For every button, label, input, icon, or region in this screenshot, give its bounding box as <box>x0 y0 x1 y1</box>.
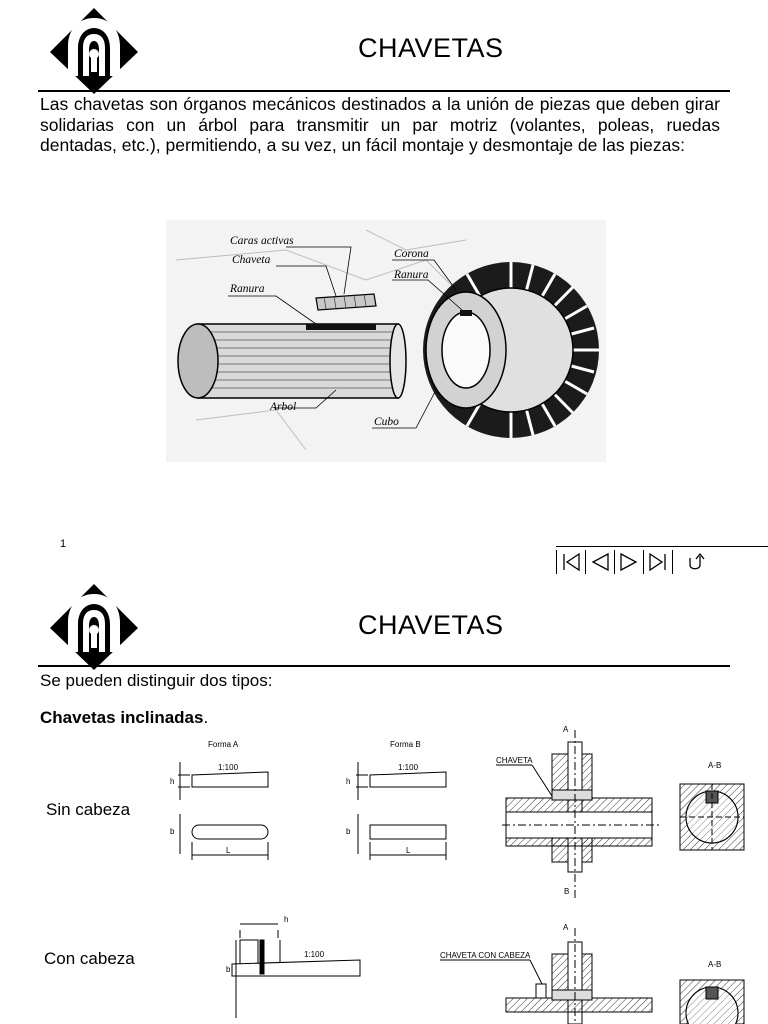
dim-b-b: b <box>346 827 351 836</box>
page-number: 1 <box>60 538 67 550</box>
first-page-button[interactable] <box>557 547 585 577</box>
row-label-sin-cabeza: Sin cabeza <box>46 800 131 819</box>
previous-page-icon <box>589 551 611 573</box>
slide-title: CHAVETAS <box>358 33 504 63</box>
dim-l-a: L <box>226 846 231 855</box>
slide-title: CHAVETAS <box>358 610 504 640</box>
section-heading-suffix: . <box>203 708 209 727</box>
label-arbol: Arbol <box>270 401 297 413</box>
section-ab-label: A-B <box>708 761 722 770</box>
key-technical-drawings <box>160 722 768 1024</box>
first-page-icon <box>560 551 582 573</box>
section-ab-view-2 <box>680 980 744 1024</box>
forma-b-label: Forma B <box>390 740 421 749</box>
university-logo <box>48 582 140 672</box>
dim-b-a: b <box>170 827 175 836</box>
last-page-button[interactable] <box>644 547 672 577</box>
dim-l-b: L <box>406 846 411 855</box>
forma-b-top-view <box>358 814 446 860</box>
types-intro: Se pueden distinguir dos tipos: <box>40 671 273 690</box>
row-label-con-cabeza: Con cabeza <box>44 949 135 968</box>
label-cubo: Cubo <box>374 416 399 428</box>
next-page-icon <box>618 551 640 573</box>
return-button[interactable] <box>683 547 711 577</box>
assembly-con-cabeza <box>440 928 652 1024</box>
dim-h-b: h <box>346 777 351 786</box>
dim-h-gib: h <box>284 915 289 924</box>
intro-paragraph: Las chavetas son órganos mecánicos destinados a la unión de piezas que deben girar solidarias con un árbol para transmitir un par motriz (volantes, poleas, ruedas dentadas, etc.), permitiendo, a su vez, un fácil montaje y desmontaje de las piezas: <box>40 94 720 155</box>
forma-a-label: Forma A <box>208 740 239 749</box>
last-page-icon <box>647 551 669 573</box>
slope-label-b: 1:100 <box>398 763 419 772</box>
dim-h-a: h <box>170 777 175 786</box>
key-assembly-illustration <box>166 220 606 462</box>
label-ranura-shaft: Ranura <box>230 283 265 295</box>
previous-page-button[interactable] <box>586 547 614 577</box>
label-ranura-hub: Ranura <box>394 269 429 281</box>
section-ab-view <box>680 784 744 850</box>
section-ab-label-2: A-B <box>708 960 722 969</box>
gib-head-key-side-view <box>232 924 360 1018</box>
dim-b-gib: b <box>226 965 231 974</box>
slope-label-gib: 1:100 <box>304 950 325 959</box>
next-page-button[interactable] <box>615 547 643 577</box>
title-divider <box>38 90 730 92</box>
university-logo <box>48 6 140 96</box>
label-caras-activas: Caras activas <box>230 235 294 247</box>
shaft-drawing <box>178 324 406 398</box>
section-heading-text: Chavetas inclinadas <box>40 708 204 727</box>
return-icon <box>685 550 709 574</box>
label-chaveta: Chaveta <box>232 254 271 266</box>
label-corona: Corona <box>394 248 429 260</box>
title-divider <box>38 665 730 667</box>
chaveta-callout: CHAVETA <box>496 756 533 765</box>
mark-a-top: A <box>563 725 569 734</box>
mark-a-top-2: A <box>563 923 569 932</box>
slope-label-a: 1:100 <box>218 763 239 772</box>
chaveta-con-cabeza-callout: CHAVETA CON CABEZA <box>440 951 531 960</box>
slide-navigation <box>556 546 768 577</box>
bevel-gear-drawing <box>423 262 599 438</box>
nav-separator <box>672 550 673 574</box>
forma-a-top-view <box>180 814 268 860</box>
mark-b-bottom: B <box>564 887 570 896</box>
